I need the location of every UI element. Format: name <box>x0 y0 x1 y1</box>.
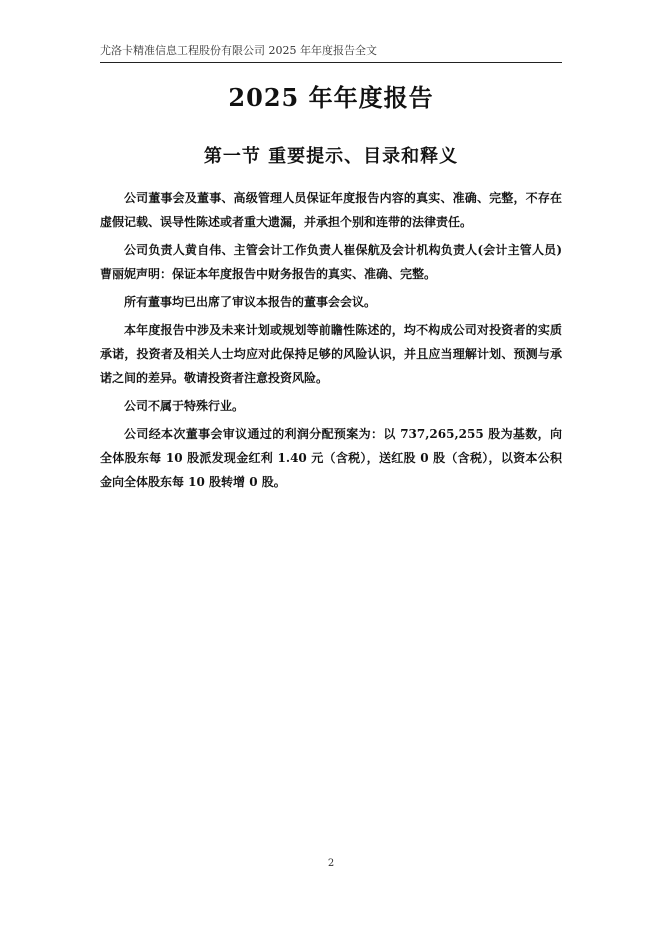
paragraph-forward-looking: 本年度报告中涉及未来计划或规划等前瞻性陈述的，均不构成公司对投资者的实质承诺，投资者及相关人士均应对此保持足够的风险认识，并且应当理解计划、预测与承诺之间的差异。敬请投资者注意投资风险。 <box>100 323 562 385</box>
paragraph-directors-attendance: 所有董事均已出席了审议本报告的董事会会议。 <box>124 295 377 309</box>
paragraph-responsible-persons: 公司负责人黄自伟、主管会计工作负责人崔保航及会计机构负责人(会计主管人员)曹丽妮声明：保证本年度报告中财务报告的真实、准确、完整。 <box>100 243 562 281</box>
running-header-title: 尤洛卡精准信息工程股份有限公司 2025 年年度报告全文 <box>100 44 377 57</box>
paragraph-industry: 公司不属于特殊行业。 <box>124 399 245 413</box>
page-header <box>100 42 562 63</box>
page-number: 2 <box>327 858 335 869</box>
paragraph-profit-distribution: 公司经本次董事会审议通过的利润分配预案为：以 737,265,255 股为基数，向全体股东每 10 股派发现金红利 1.40 元（含税），送红股 0 股（含税），以资本公积金向全体股东每 10 股转增 0 股。 <box>100 427 562 489</box>
important-notice-body <box>100 186 562 494</box>
paragraph-board-guarantee: 公司董事会及董事、高级管理人员保证年度报告内容的真实、准确、完整，不存在虚假记载、误导性陈述或者重大遗漏，并承担个别和连带的法律责任。 <box>100 191 562 229</box>
section-title: 第一节 重要提示、目录和释义 <box>203 146 459 167</box>
report-title: 2025 年年度报告 <box>228 83 434 112</box>
